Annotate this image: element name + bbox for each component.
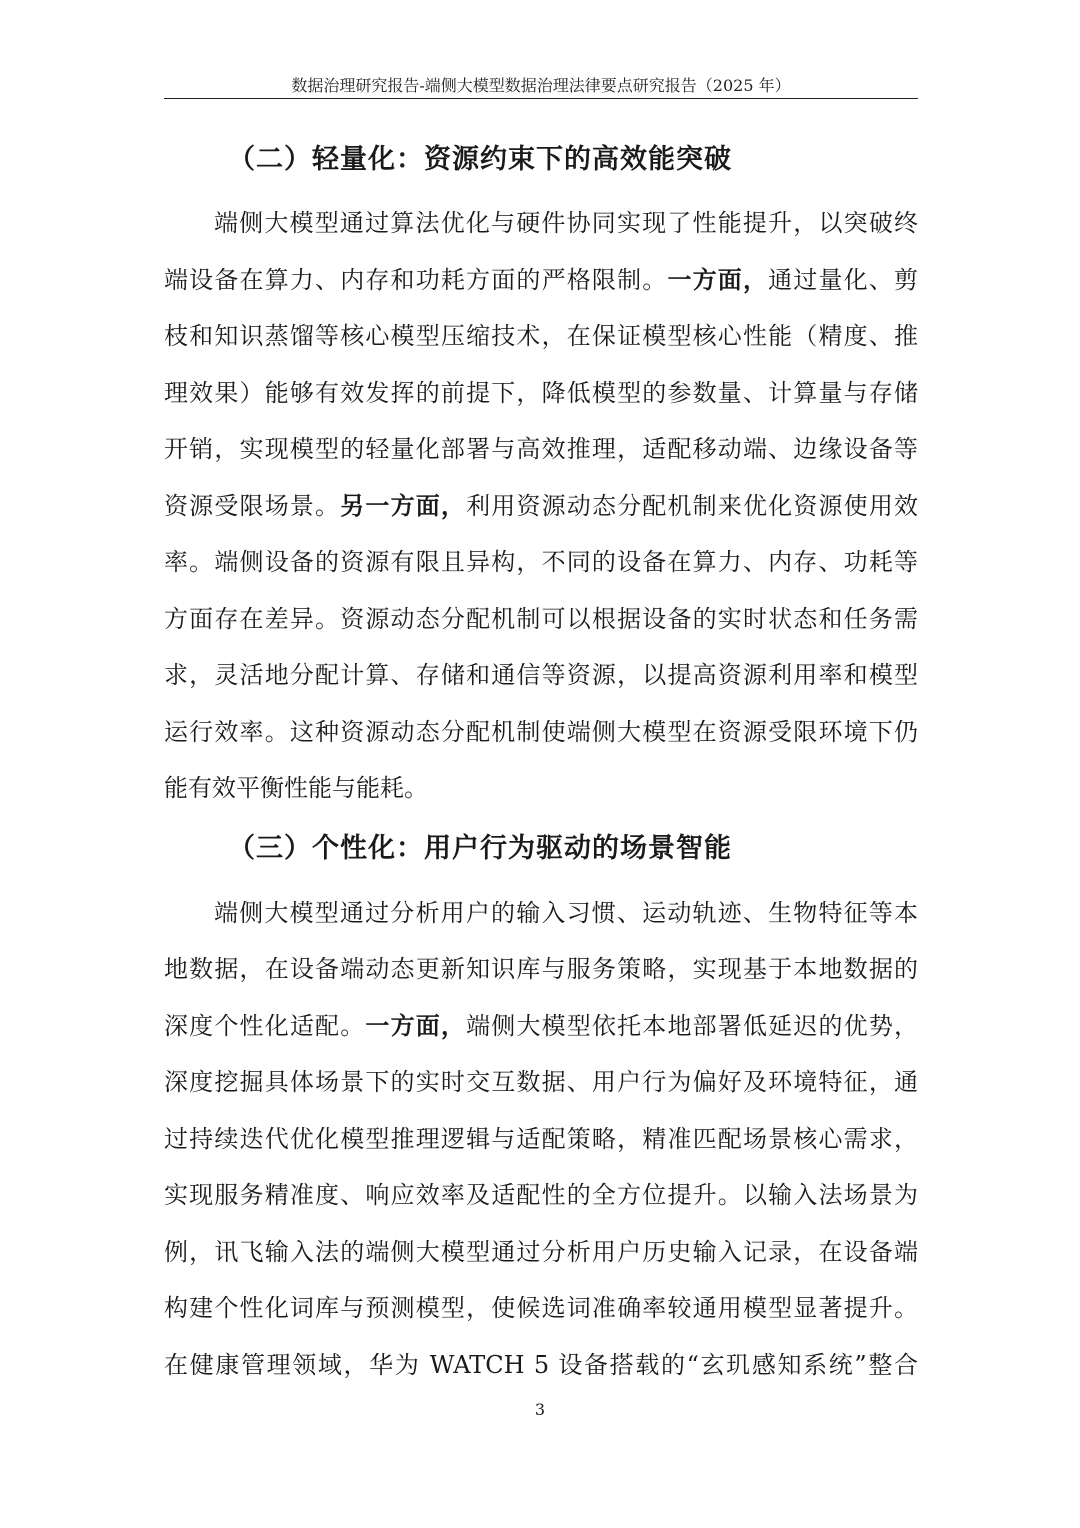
text-run: 通过量化、剪 bbox=[768, 266, 919, 294]
emphasis-one-hand: 一方面， bbox=[667, 265, 769, 294]
text-line: 求，灵活地分配计算、存储和通信等资源，以提高资源利用率和模型 bbox=[164, 661, 918, 689]
section-heading-personalization: （三）个性化：用户行为驱动的场景智能 bbox=[228, 833, 732, 864]
text-line: 深度挖掘具体场景下的实时交互数据、用户行为偏好及环境特征，通 bbox=[164, 1068, 918, 1096]
text-run: 资源受限场景。 bbox=[164, 492, 341, 520]
emphasis-other-hand: 另一方面， bbox=[340, 491, 467, 520]
text-line: 率。端侧设备的资源有限且异构，不同的设备在算力、内存、功耗等 bbox=[164, 548, 918, 576]
text-line: 运行效率。这种资源动态分配机制使端侧大模型在资源受限环境下仍 bbox=[164, 718, 918, 746]
text-line: 能有效平衡性能与能耗。 bbox=[164, 774, 428, 802]
text-line: 在健康管理领域，华为 WATCH 5 设备搭载的“玄玑感知系统”整合 bbox=[164, 1351, 918, 1379]
text-line: 地数据，在设备端动态更新知识库与服务策略，实现基于本地数据的 bbox=[164, 955, 918, 983]
text-run: 端设备在算力、内存和功耗方面的严格限制。 bbox=[164, 266, 668, 294]
text-run: 利用资源动态分配机制来优化资源使用效 bbox=[466, 492, 919, 520]
text-line bbox=[164, 1006, 918, 1046]
text-line: 例，讯飞输入法的端侧大模型通过分析用户历史输入记录，在设备端 bbox=[164, 1238, 918, 1266]
text-line: 端侧大模型通过算法优化与硬件协同实现了性能提升，以突破终 bbox=[214, 209, 918, 237]
header-rule bbox=[164, 98, 918, 99]
text-line: 端侧大模型通过分析用户的输入习惯、运动轨迹、生物特征等本 bbox=[214, 899, 918, 927]
text-line: 枝和知识蒸馏等核心模型压缩技术，在保证模型核心性能（精度、推 bbox=[164, 322, 918, 350]
text-run: 深度个性化适配。 bbox=[164, 1012, 366, 1040]
text-line: 开销，实现模型的轻量化部署与高效推理，适配移动端、边缘设备等 bbox=[164, 435, 918, 463]
text-run: 端侧大模型依托本地部署低延迟的优势， bbox=[466, 1012, 919, 1040]
running-header: 数据治理研究报告-端侧大模型数据治理法律要点研究报告（2025 年） bbox=[291, 76, 791, 95]
page-number: 3 bbox=[534, 1400, 546, 1419]
text-line: 构建个性化词库与预测模型，使候选词准确率较通用模型显著提升。 bbox=[164, 1294, 918, 1322]
text-line: 方面存在差异。资源动态分配机制可以根据设备的实时状态和任务需 bbox=[164, 605, 918, 633]
text-line: 过持续迭代优化模型推理逻辑与适配策略，精准匹配场景核心需求， bbox=[164, 1125, 918, 1153]
section-heading-lightweight: （二）轻量化：资源约束下的高效能突破 bbox=[228, 144, 732, 175]
text-line bbox=[164, 486, 918, 526]
text-line: 理效果）能够有效发挥的前提下，降低模型的参数量、计算量与存储 bbox=[164, 379, 918, 407]
emphasis-one-hand: 一方面， bbox=[365, 1011, 467, 1040]
text-line: 实现服务精准度、响应效率及适配性的全方位提升。以输入法场景为 bbox=[164, 1181, 918, 1209]
text-line bbox=[164, 260, 918, 300]
